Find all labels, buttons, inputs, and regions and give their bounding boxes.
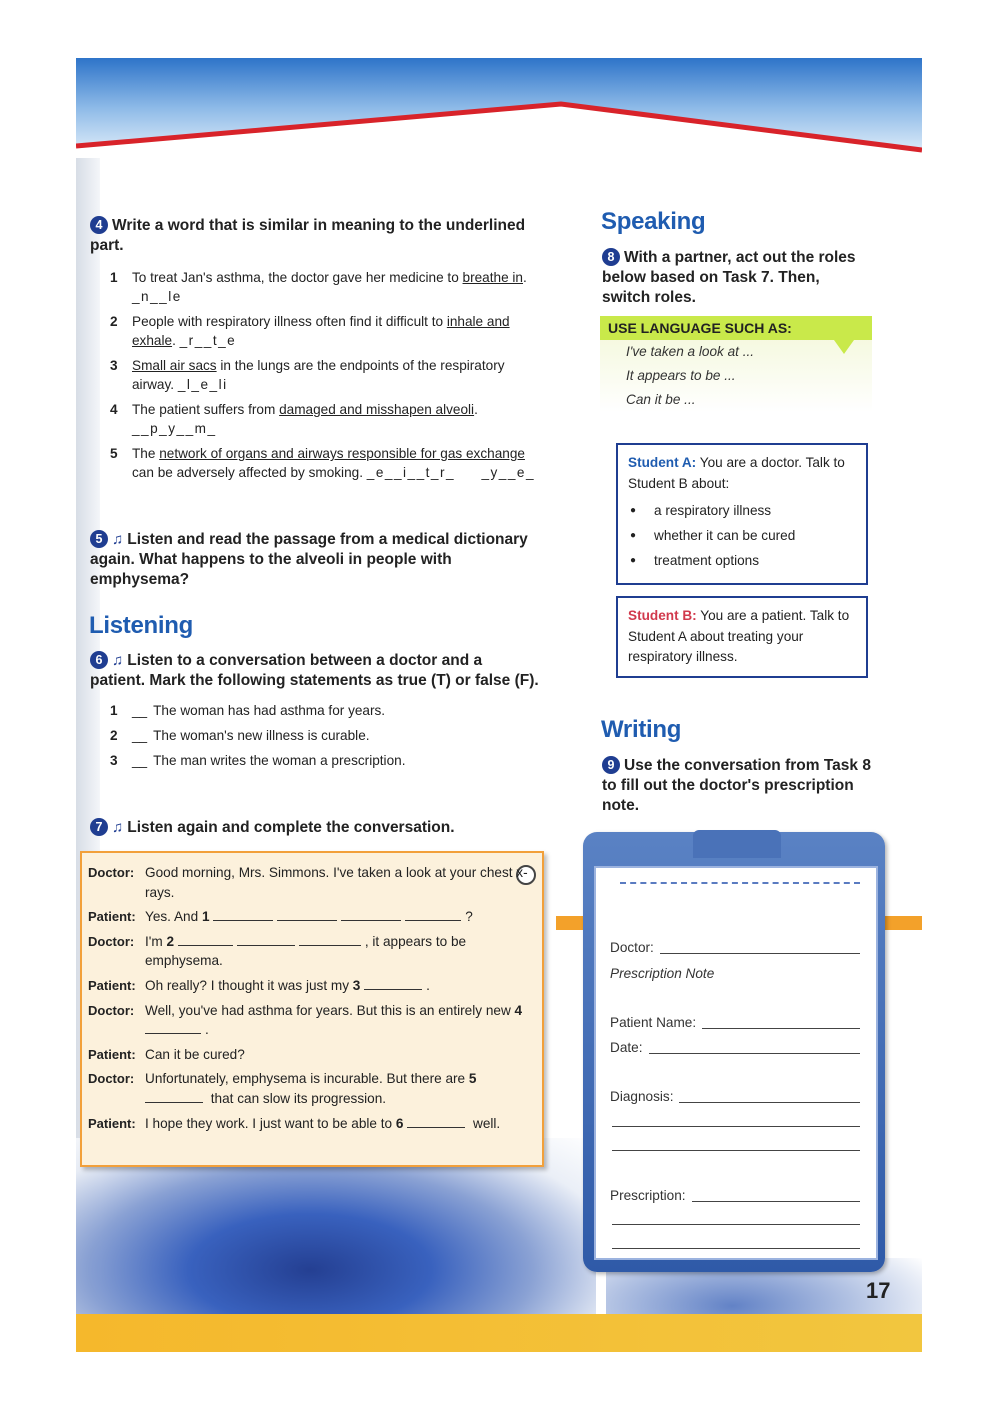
conversation [88,863,538,1138]
listening-heading: Listening [89,612,193,639]
answer-blank[interactable]: __ [132,728,148,743]
letter-hint: _n__le [132,289,182,304]
utterance-text: . [426,977,430,993]
item-number: 4 [110,402,118,417]
item-text-pre: To treat Jan's asthma, the doctor gave her medicine to [132,270,463,285]
task-4-list [110,268,540,482]
utterance [145,1114,538,1134]
language-line: Can it be ... [626,392,696,407]
task-4-instruction: 4 Write a word that is similar in meaning to the underlined part. [90,217,526,254]
list-item [110,444,540,482]
clipboard-clip [693,830,781,858]
letter-hint: _l_e_li [177,377,228,392]
task-5: 5 ♫ Listen and read the passage from a medical dictionary again. What happens to the alveoli in people with emphysema? [90,531,528,588]
conversation-card [80,851,544,1167]
speaker-label: Patient: [88,1115,136,1131]
speaker-label: Patient: [88,909,136,925]
underlined-phrase: network of organs and airways responsible for gas exchange [159,446,525,461]
language-box [600,316,872,412]
underlined-phrase: Small air sacs [132,358,217,373]
item-number: 2 [110,314,118,329]
utterance [145,1069,538,1108]
task-number-badge: 6 [90,651,108,669]
statement-text: The man writes the woman a prescription. [153,753,406,768]
diagnosis-line[interactable] [612,1126,860,1127]
blank-number: 4 [514,1002,523,1018]
answer-blank[interactable] [364,977,422,990]
diagnosis-field[interactable]: Diagnosis: [610,1089,860,1104]
blank-number: 1 [201,909,210,925]
item-text-post: . [523,270,527,285]
utterance [145,932,538,971]
prescription-note [594,866,878,1260]
bullet-item: ● a respiratory illness [628,498,856,523]
utterance-text: Can it be cured? [145,1046,245,1062]
item-text-post: . [172,333,176,348]
page-number: 17 [866,1278,891,1303]
utterance [145,907,538,927]
footer-band [76,1314,922,1352]
task-number-badge: 8 [602,248,620,266]
speaking-heading: Speaking [601,208,706,235]
underlined-phrase: breathe in [462,270,523,285]
item-number: 2 [110,728,118,743]
statement-text: The woman's new illness is curable. [153,728,370,743]
utterance-text: Unfortunately, emphysema is incurable. But there are [145,1071,469,1087]
statement-text: The woman has had asthma for years. [153,703,386,718]
speaker-label: Doctor: [88,1002,135,1018]
task-number-badge: 4 [90,216,108,234]
answer-blank[interactable] [277,908,337,921]
utterance-text: I'm [145,933,167,949]
letter-hint: _e__i__t_r_ _y__e_ [366,465,536,480]
utterance-text: , it appears to be emphysema. [145,933,467,969]
speaker-label: Doctor: [88,1071,135,1087]
task-number-badge: 5 [90,530,108,548]
speaker-label: Patient: [88,1046,136,1062]
answer-blank[interactable] [299,933,361,946]
dashed-divider [620,882,860,884]
task-9: 9 Use the conversation from Task 8 to fill out the doctor's prescription note. [602,757,871,814]
item-number: 1 [110,270,118,285]
bullet-item: ● whether it can be cured [628,523,856,548]
prescription-field[interactable]: Prescription: [610,1188,860,1203]
student-a-card [616,443,868,585]
prescription-line[interactable] [612,1224,860,1225]
conversation-line [88,907,538,927]
item-number: 1 [110,703,118,718]
student-b-card [616,596,868,678]
item-text-pre: The [132,446,160,461]
utterance [145,1045,538,1065]
language-line: It appears to be ... [626,368,736,383]
conversation-line [88,1045,538,1065]
blank-number: 5 [468,1071,477,1087]
conversation-line [88,1114,538,1134]
conversation-line [88,932,538,971]
conversation-line [88,976,538,996]
item-text-pre: The patient suffers from [132,402,280,417]
task-6-instruction: 6 ♫ Listen to a conversation between a doctor and a patient. Mark the following statements as true (T) or false (F). [90,652,539,689]
underlined-phrase: inhale and exhale [132,314,510,348]
prescription-line[interactable] [612,1248,860,1249]
answer-blank[interactable] [145,1021,201,1034]
speaker-label: Patient: [88,977,136,993]
bullet-item: ● treatment options [628,548,856,573]
item-text-post: . [474,402,478,417]
student-a-bullets [628,498,856,573]
date-field[interactable]: Date: [610,1040,860,1055]
utterance [145,863,538,902]
list-item [110,400,540,438]
patient-name-field[interactable]: Patient Name: [610,1015,860,1030]
item-text-post: in the lungs are the endpoints of the respiratory airway. [132,358,505,392]
utterance [145,976,538,996]
writing-heading: Writing [601,716,682,743]
letter-hint: _r__t_e [179,333,237,348]
utterance-text: . [205,1022,209,1038]
language-box-title: USE LANGUAGE SUCH AS: [600,316,872,340]
speaker-label: Doctor: [88,865,135,880]
item-text-post: can be adversely affected by smoking. [132,465,363,480]
utterance-text: Yes. And [145,909,202,925]
letter-hint: __p_y__m_ [132,421,217,436]
note-title: Prescription Note [610,966,715,981]
header-banner [76,58,922,168]
utterance-text: I hope they work. I just want to be able to [145,1115,396,1131]
task-number-badge: 7 [90,818,108,836]
audio-icon: ♫ [112,652,124,669]
utterance-text: well. [469,1115,501,1131]
conversation-line [88,1069,538,1108]
utterance-text: Well, you've had asthma for years. But this is an entirely new [145,1002,515,1018]
doctor-field[interactable]: Doctor: [610,940,860,955]
task-7: 7 ♫ Listen again and complete the conversation. [90,818,540,838]
list-item [110,312,540,350]
conversation-line [88,863,538,902]
answer-blank[interactable] [405,908,461,921]
item-number: 5 [110,446,118,461]
item-text-pre: People with respiratory illness often find it difficult to [132,314,447,329]
utterance-text: ? [465,909,473,925]
answer-blank[interactable] [237,933,295,946]
task-8: 8 With a partner, act out the roles below based on Task 7. Then, switch roles. [602,249,856,306]
answer-blank[interactable] [178,933,233,946]
student-a-text: You are a doctor. Talk to Student B about: [628,455,845,491]
blank-number: 3 [352,977,361,993]
student-b-text: You are a patient. Talk to Student A about treating your respiratory illness. [628,608,850,664]
answer-blank[interactable]: __ [132,703,148,718]
list-item [110,701,540,720]
list-item [110,751,540,770]
utterance-text: Oh really? I thought it was just my [145,977,353,993]
diagnosis-line[interactable] [612,1150,860,1151]
blank-number: 2 [166,933,175,949]
utterance-text: Good morning, Mrs. Simmons. I've taken a look at your chest x-rays. [145,865,528,900]
answer-blank[interactable] [213,908,273,921]
student-b-label: Student B: [628,608,697,623]
item-number: 3 [110,753,118,768]
audio-icon: ♫ [112,819,124,836]
task-number-badge: 9 [602,756,620,774]
language-box-pointer [834,340,854,354]
list-item [110,268,540,306]
audio-icon: ♫ [112,531,124,548]
answer-blank[interactable] [145,1090,203,1103]
list-item [110,356,540,394]
task-6 [90,651,540,776]
list-item [110,726,540,745]
utterance [145,1001,538,1040]
utterance-text: that can slow its progression. [207,1090,387,1106]
answer-blank[interactable] [407,1115,465,1128]
student-a-label: Student A: [628,455,697,470]
language-line: I've taken a look at ... [626,344,755,359]
answer-blank[interactable] [341,908,401,921]
underlined-phrase: damaged and misshapen alveoli [279,402,475,417]
answer-blank[interactable]: __ [132,753,148,768]
speaker-label: Doctor: [88,933,135,949]
item-number: 3 [110,358,118,373]
textbook-page [76,58,922,1352]
task-4 [90,216,540,488]
task-6-list [110,701,540,770]
blank-number: 6 [395,1115,404,1131]
conversation-line [88,1001,538,1040]
